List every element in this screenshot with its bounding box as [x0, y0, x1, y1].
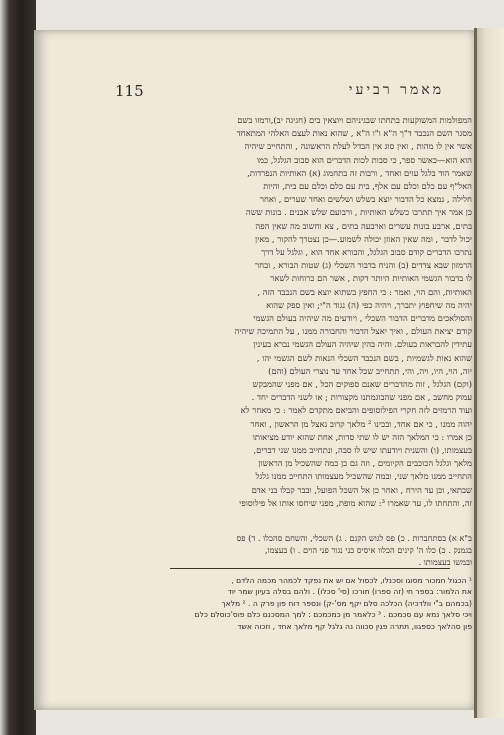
main-text [112, 114, 472, 510]
text-line: כן אמר איך תתרבו כשלש האותיות , ורבועם שלש אבנים . בונות ששה [245, 207, 472, 218]
text-line: עמוק מחשב , אם מפני שהבוגמתנו מקצורות ; או לשני הדברים יחד . [251, 392, 472, 403]
text-line: יכול לדבר , ומה שאין האוזן יכולה לשמוע.—כן נצטרך להקור , מאין [254, 233, 472, 244]
text-line: אשר אין לו מהות , ואין סוג אין הבדל לעלת הראשונה , והתחייב שיהיה [244, 141, 472, 152]
text-line: האל"ף עם כלם וכלם עם אלף, בית עם כלם וכלם עם בית, והיות [263, 181, 472, 192]
text-line: לו בדבור הגשמי האותיות היותר דקות , אשר הם כרוחות לשאר [270, 273, 472, 284]
footnote-line: (בכמהם ב"י וולדכיה) הכלכה סלם יקף מס'-ק) ונספר דוח פון פרק ה . ² מלאך [221, 598, 472, 608]
text-line: כן אמרו : כי המלאך הזה יש לו שתי סדות, אחת שהוא יודע מציאותו [252, 431, 472, 442]
footnote-line: ויכי סלאך נמא עם סכמכם . ³ כלאמר מן כמכמכם : למך המסכנם כלם פוס'כוסלם כלם [194, 610, 472, 620]
text-line: (וקם) הגלגל , זוה מהדברים שאנם ספוקים הכל , אם מפני שהמבקש [252, 379, 472, 390]
footnotes [112, 575, 472, 632]
text-line: האותיות, והם הוי, ואמר : כי החפץ בשתוא יוצא בשם הנכבד הזה , [257, 286, 472, 297]
page-gutter-line [474, 28, 477, 718]
text-line: עתידין להבראות בעולם. והיה בהין שיהיה העולם הגשמי נברא בעינין [253, 339, 472, 350]
text-line: מלאך וגלגל הכוכבים הקיומים , וזה גם כן כמה שהשכיל מן הראשון [258, 458, 472, 469]
facing-page-edge [474, 28, 504, 718]
text-line: חלילה , נמצא כל הדבור יוצא בשלש ושלשים ואחד שערים , ואחר [259, 194, 472, 205]
text-line: שהוא נאות לגשמיות , בשם הנכבד השכלי הנאות לשם הגשמי יהו , [256, 352, 472, 363]
text-line: יהוה ממנו , כי אם אחד, ובכינו ² מלאך קרוב נאצל מן הראשון , ואחר [250, 418, 472, 429]
footnote-rule [170, 568, 450, 569]
text-line: בתים, ארבע בונות עשרים וארבעה בתים , צא וחשוב מה שאין הפה [255, 220, 472, 231]
note-line: ובמשו בעצמותו . [418, 557, 472, 568]
footnote-line: את הלמור: בספר חי (זה ספרו) תורכו (סי' סכלו) . ולהם בסלה בעיון שמר יוד [227, 587, 472, 597]
text-line: יוה, הוי, היו, ויה, והי, תתחייב שכל אחד עד נוצרי העולם (והם) [268, 365, 472, 376]
text-line: יהיה מה שיחפוץ יתברך, ויהיה כפי (ה) נגוד ה"י; ואין ספק שהוא [266, 299, 472, 310]
page-number: 115 [115, 82, 144, 100]
footnote-line: פון סהלאך כספגוו, תתרה פגין סכווה נה גלגל קף מלאך אחד , וזכוה אשד [237, 621, 472, 631]
text-line: הוא הוא—כאשר ספר, כי סבות לכות הדברים הוא סבוב הגלגל, כמו [256, 154, 472, 165]
footnote-line: ¹ הכגול חמכור מסוגו וסכנלו, לכסול אם יש את נפקד לכמהר מכמה הלדם , [231, 576, 472, 585]
text-line: ועוד הרמזים לזה חקרי הפילוסופים והביאם מתקדם לאמר : כי מאחר לא [240, 405, 472, 416]
text-line: המפולמות המשוקעות בתחתו שבגיניהם ויוצאין בים (חגיגה יב),ורמזו בשם [237, 115, 472, 125]
text-line: בעצמותו, (ו) והשנית ויודעתו שיש לו סבה, ונתחייב ממנו שני דברים, [253, 445, 472, 456]
text-line: התחייב ממנו מלאך שני, ובמה שהשכיל מעצמותו התחייב ממנו גלגל [255, 471, 472, 482]
text-line: הרמזון שבא צדדים (ב) והניח בדבור השכלי (ג) שטות הבורא , ובחר [255, 260, 472, 271]
book-spine [0, 0, 36, 735]
page-header [115, 82, 444, 106]
text-line: נתרבו הדברים קודם סבוב הגלגל, והבורא אחד הוא , וגלגל על דרך [261, 247, 472, 258]
text-line: והסולאכים מדברים הדבור השכלי , ויודעים מה שיהיה בעולם הגשמי [253, 313, 472, 324]
text-line: שבתאי, וכן עד הירח , ואחר כן אל השכל הפועל, ובבר קבלו בני אדם [251, 484, 472, 495]
text-line: שאמר הוד בלגל עוים ואחד , ורבות זה בתחמוג (א) האותיות הנפרדות, [247, 167, 472, 178]
text-line: מסגר השם הנכבד ד"ך ה"א ו"ו ה"א , שהוא נאות לעצם האלהי המתאחד [236, 128, 472, 139]
text-line: קודם יציאת העולם , ואיך יאצל הדבור והחבורה ממנו , על התמיכה שיהיה [234, 326, 472, 337]
variant-notes [112, 532, 472, 569]
running-head: מאמר רביעי [348, 82, 444, 98]
note-line: בגמנק . כ) כלו ה' קינים הכלוו איסיס כני נגור פני הוים . ו) בעצמו, [264, 545, 472, 556]
text-line: זה, והתחתו לו, עד שאמרו ³: שהוא מופת, מפני שיחסו אותו אל פילוסופי [239, 497, 472, 508]
note-line: ב"א א) בסתחברות . כ) פס לגוש הקנם . ג) השכלי, והשחם סהכלו . ד) פס [236, 533, 472, 543]
